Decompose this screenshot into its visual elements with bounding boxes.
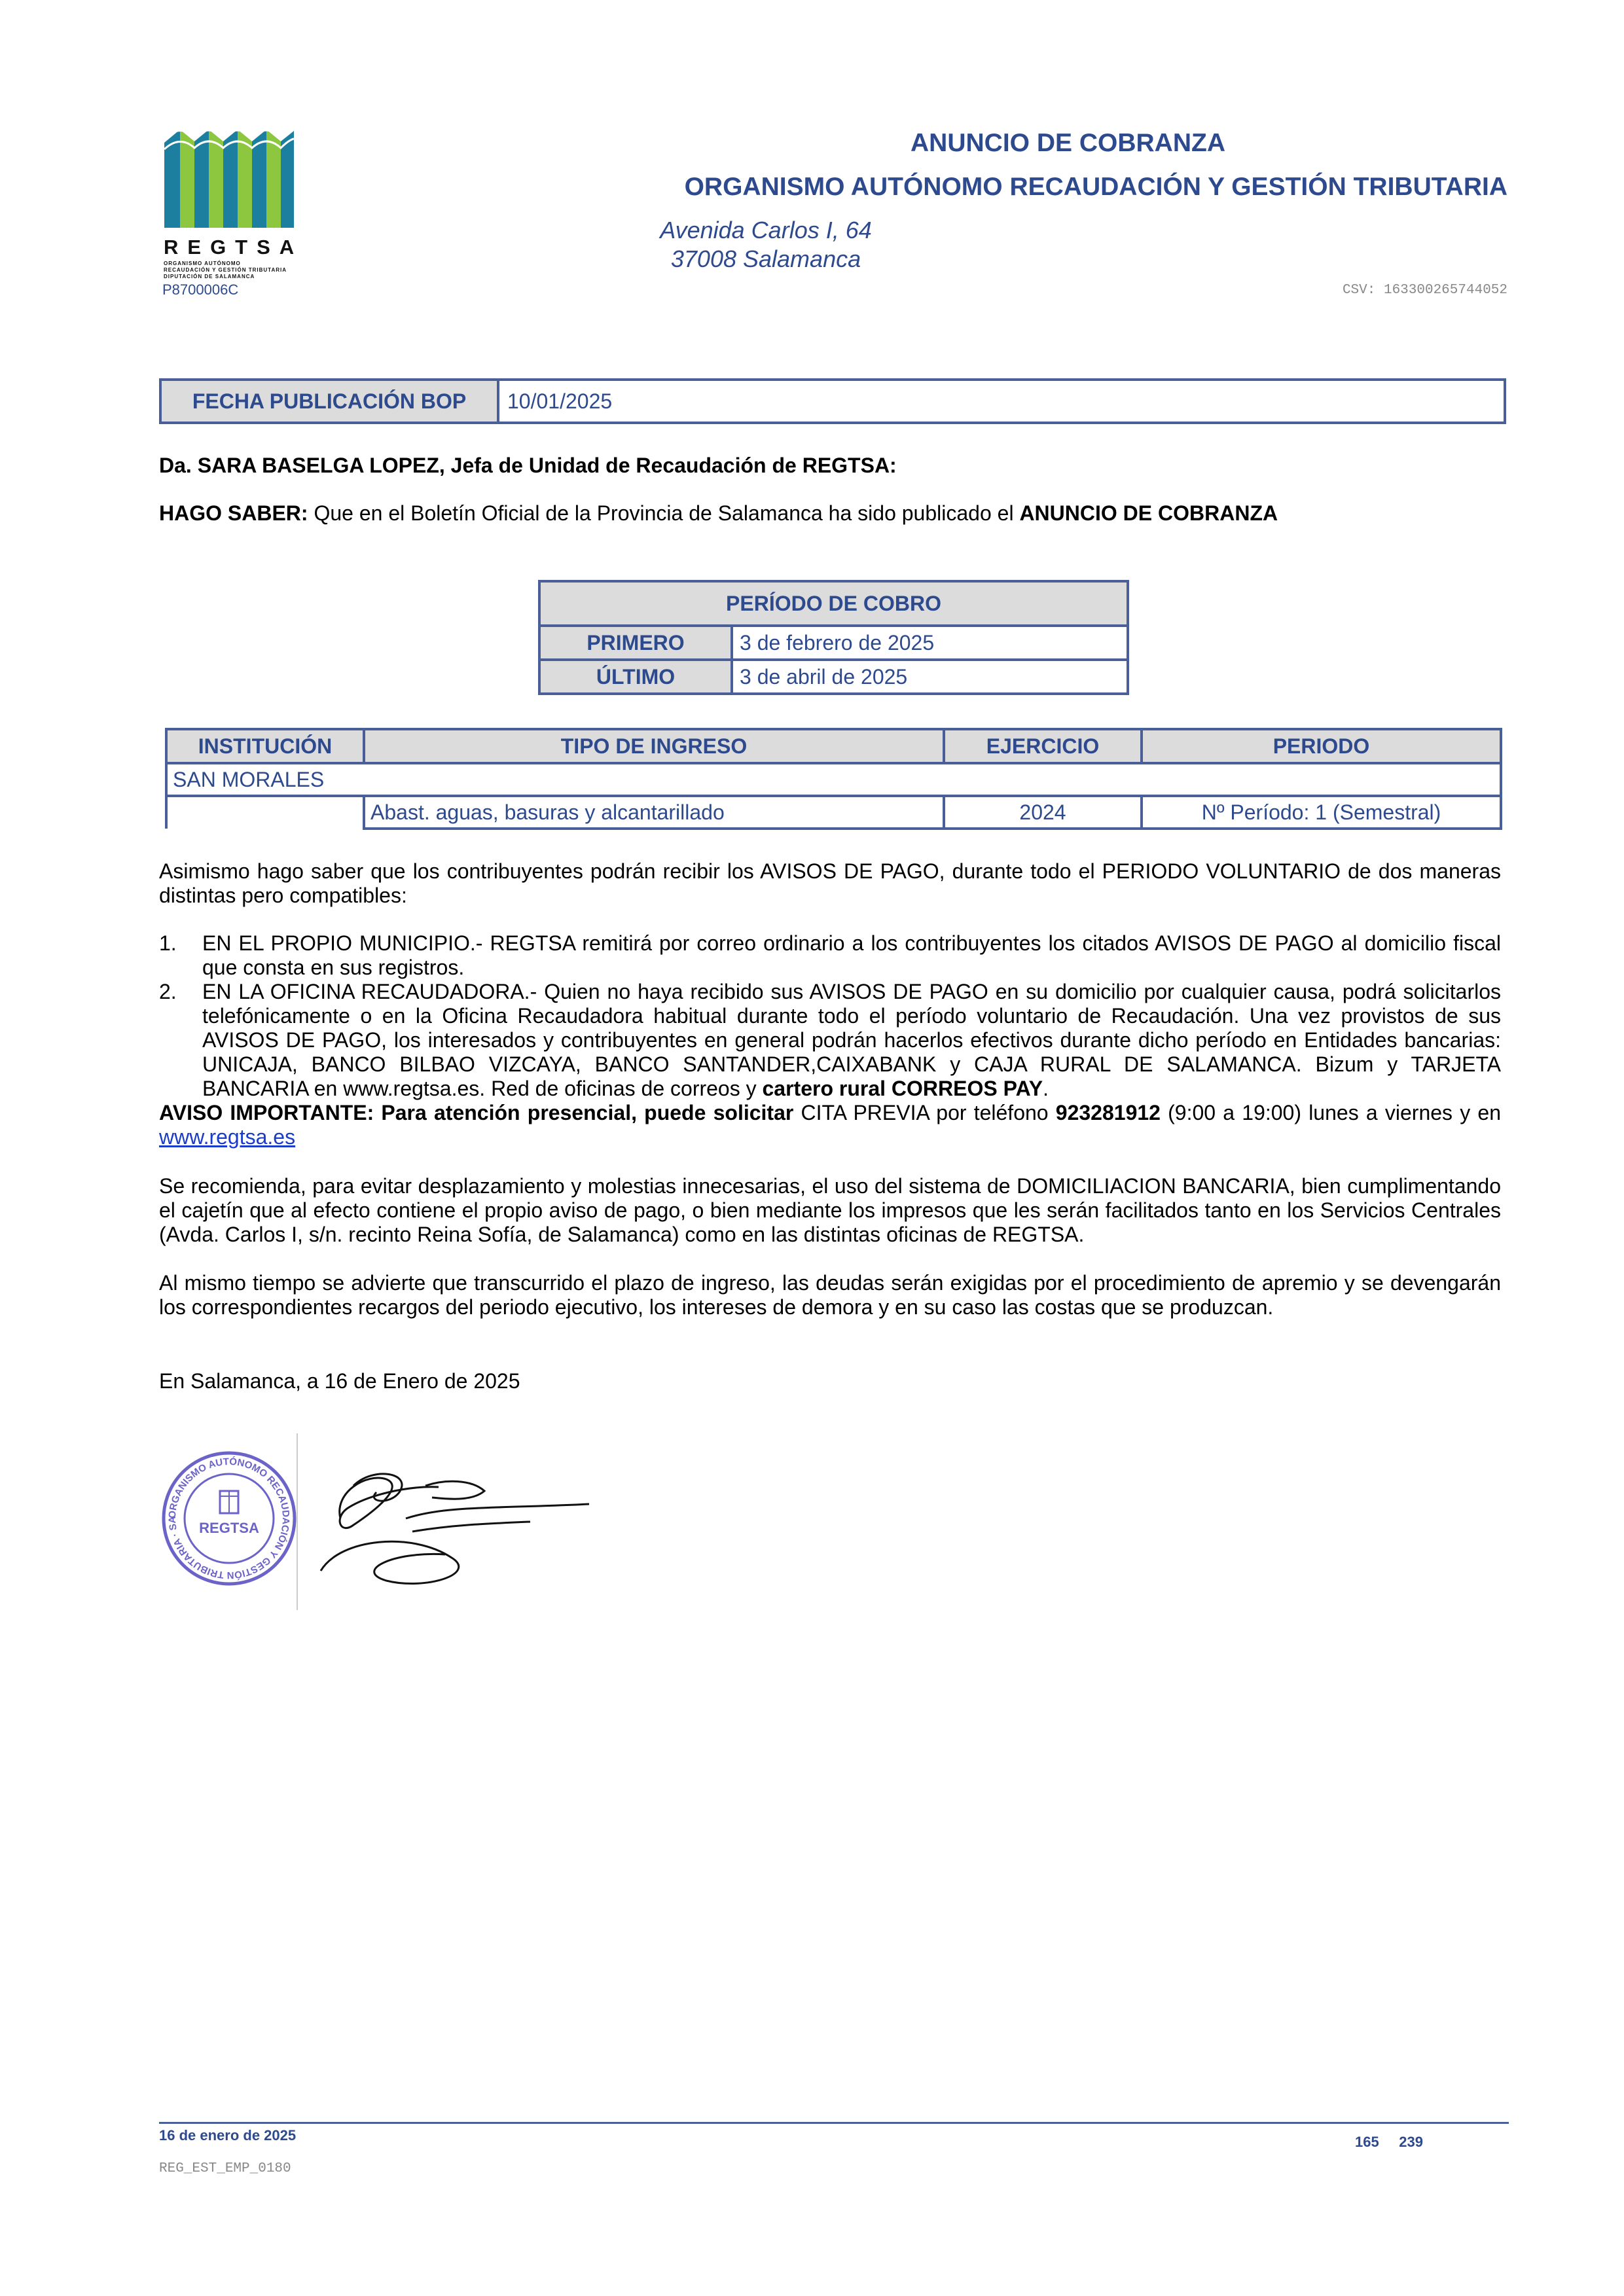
periodo-cobro-header: PERÍODO DE COBRO xyxy=(539,581,1128,626)
footer-date: 16 de enero de 2025 xyxy=(159,2127,297,2144)
footer-page-numbers: 165 239 xyxy=(1355,2134,1423,2150)
list-item: 2. EN LA OFICINA RECAUDADORA.- Quien no haya recibido sus AVISOS DE PAGO en su domicilio por cualquier causa, podrá solicitarlos telefónicamente o en la Oficina Recaudadora habitual durante todo el período voluntario de Recaudación. Una vez provistos de sus AVISOS DE PAGO, los interesados y contribuyentes en general podrán hacerlos efectivos durante dicho período en Entidades bancarias: UNICAJA, BANCO BILBAO VIZCAYA, BANCO SANTANDER,CAIXABANK y CAJA RURAL DE SALAMANCA. Bizum y TARJETA BANCARIA en www.regtsa.es. Red de oficinas de correos y cartero rural CORREOS PAY. xyxy=(159,980,1501,1100)
page-title: ANUNCIO DE COBRANZA xyxy=(911,129,1225,157)
handwritten-signature xyxy=(314,1440,589,1597)
document-code: P8700006C xyxy=(162,281,239,298)
hago-saber: HAGO SABER: Que en el Boletín Oficial de la Provincia de Salamanca ha sido publicado el ANUNCIO DE COBRANZA xyxy=(159,501,1278,525)
signer-line: Da. SARA BASELGA LOPEZ, Jefa de Unidad de Recaudación de REGTSA: xyxy=(159,454,897,477)
bop-date-label: FECHA PUBLICACIÓN BOP xyxy=(160,380,498,423)
official-stamp xyxy=(157,1420,301,1610)
list-item: 1. EN EL PROPIO MUNICIPIO.- REGTSA remitirá por correo ordinario a los contribuyentes los citados AVISOS DE PAGO al domicilio fiscal que consta en sus registros. xyxy=(159,931,1501,979)
bop-date-table xyxy=(159,378,1506,424)
paragraph-apremio: Al mismo tiempo se advierte que transcurrido el plazo de ingreso, las deudas serán exigidas por el procedimiento de apremio y se devengarán los correspondientes recargos del periodo ejecutivo, los intereses de demora y en su caso las costas que se produzcan. xyxy=(159,1271,1501,1319)
regtsa-website-link[interactable]: www.regtsa.es xyxy=(159,1125,296,1149)
logo-wordmark: REGTSA xyxy=(164,236,304,259)
stamp-seal-icon xyxy=(157,1420,301,1610)
aviso-importante: AVISO IMPORTANTE: Para atención presencial, puede solicitar CITA PREVIA por teléfono 923281912 (9:00 a 19:00) lunes a viernes y en www.regtsa.es xyxy=(159,1101,1502,1149)
col-tipo-ingreso: TIPO DE INGRESO xyxy=(364,729,944,763)
bop-date-value: 10/01/2025 xyxy=(498,380,1505,423)
periodo-cobro-table xyxy=(538,580,1129,695)
table-spacer-cell xyxy=(166,796,364,829)
periodo-value: Nº Período: 1 (Semestral) xyxy=(1142,796,1501,829)
ways-list xyxy=(159,931,1501,1149)
logo-subtext: ORGANISMO AUTÓNOMO RECAUDACIÓN Y GESTIÓN TRIBUTARIA DIPUTACIÓN DE SALAMANCA xyxy=(164,260,287,279)
institution-table xyxy=(165,728,1502,830)
footer-divider xyxy=(159,2122,1509,2124)
periodo-primero-label: PRIMERO xyxy=(539,626,732,660)
tipo-ingreso-value: Abast. aguas, basuras y alcantarillado xyxy=(364,796,944,829)
paragraph-avisos: Asimismo hago saber que los contribuyentes podrán recibir los AVISOS DE PAGO, durante todo el PERIODO VOLUNTARIO de dos maneras distintas pero compatibles: xyxy=(159,859,1501,907)
svg-text:ORGANISMO AUTÓNOMO RECAUDACIÓN: ORGANISMO AUTÓNOMO RECAUDACIÓN Y GESTIÓN TRIBUTARIA · SA xyxy=(166,1456,292,1581)
logo-book-icon xyxy=(160,123,298,234)
footer-document-code: REG_EST_EMP_0180 xyxy=(159,2161,291,2176)
periodo-primero-value: 3 de febrero de 2025 xyxy=(732,626,1128,660)
col-ejercicio: EJERCICIO xyxy=(944,729,1142,763)
organization-name: ORGANISMO AUTÓNOMO RECAUDACIÓN Y GESTIÓN TRIBUTARIA xyxy=(684,173,1507,201)
institution-name: SAN MORALES xyxy=(166,763,1501,796)
svg-text:REGTSA: REGTSA xyxy=(199,1520,259,1536)
csv-code: CSV: 163300265744052 xyxy=(1342,283,1507,298)
closing-date: En Salamanca, a 16 de Enero de 2025 xyxy=(159,1369,520,1393)
signature-icon xyxy=(314,1440,589,1597)
col-institucion: INSTITUCIÓN xyxy=(166,729,364,763)
paragraph-domiciliacion: Se recomienda, para evitar desplazamiento y molestias innecesarias, el uso del sistema de DOMICILIACION BANCARIA, bien cumplimentando el cajetín que al efecto contiene el propio aviso de pago, o bien mediante los impresos que les serán facilitados tanto en los Servicios Centrales (Avda. Carlos I, s/n. recinto Reina Sofía, de Salamanca) como en las distintas oficinas de REGTSA. xyxy=(159,1174,1501,1246)
col-periodo: PERIODO xyxy=(1142,729,1501,763)
periodo-ultimo-value: 3 de abril de 2025 xyxy=(732,660,1128,694)
ejercicio-value: 2024 xyxy=(944,796,1142,829)
address: Avenida Carlos I, 64 37008 Salamanca xyxy=(660,217,872,272)
periodo-ultimo-label: ÚLTIMO xyxy=(539,660,732,694)
